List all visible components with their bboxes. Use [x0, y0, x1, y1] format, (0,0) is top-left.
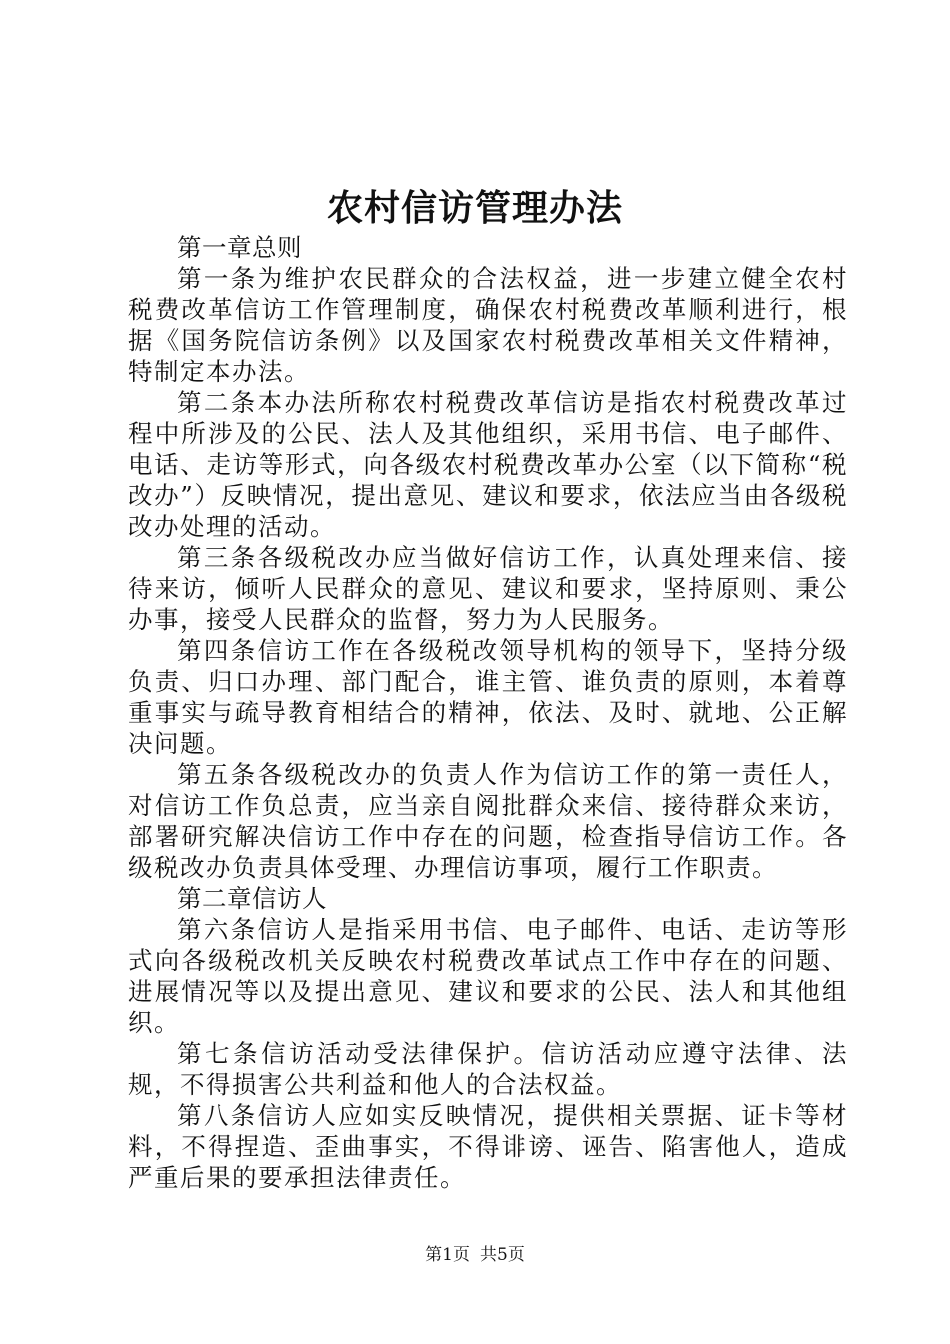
page-total: 共5页: [480, 1245, 525, 1265]
page-number: 第1页: [425, 1245, 470, 1265]
article-paragraph: 第六条信访人是指采用书信、电子邮件、电话、走访等形式向各级税改机关反映农村税费改革试点工作中存在的问题、进展情况等以及提出意见、建议和要求的公民、法人和其他组织。: [128, 915, 848, 1037]
article-paragraph: 第三条各级税改办应当做好信访工作，认真处理来信、接待来访，倾听人民群众的意见、建议和要求，坚持原则、秉公办事，接受人民群众的监督，努力为人民服务。: [128, 543, 848, 634]
chapter-heading: 第二章信访人: [177, 884, 327, 913]
article-paragraph: 第八条信访人应如实反映情况，提供相关票据、证卡等材料，不得捏造、歪曲事实，不得诽谤、诬告、陷害他人，造成严重后果的要承担法律责任。: [128, 1101, 848, 1192]
chapter-heading: 第一章总则: [177, 233, 302, 262]
article-paragraph: 第四条信访工作在各级税改领导机构的领导下，坚持分级负责、归口办理、部门配合，谁主管、谁负责的原则，本着尊重事实与疏导教育相结合的精神，依法、及时、就地、公正解决问题。: [128, 636, 848, 758]
page-footer: [0, 1243, 950, 1267]
document-body: [128, 232, 848, 1193]
document-title: 农村信访管理办法: [326, 187, 623, 229]
article-paragraph: 第五条各级税改办的负责人作为信访工作的第一责任人，对信访工作负总责，应当亲自阅批群众来信、接待群众来访，部署研究解决信访工作中存在的问题，检查指导信访工作。各级税改办负责具体受理、办理信访事项，履行工作职责。: [128, 760, 848, 882]
article-paragraph: 第二条本办法所称农村税费改革信访是指农村税费改革过程中所涉及的公民、法人及其他组织，采用书信、电子邮件、电话、走访等形式，向各级农村税费改革办公室（以下简称“税改办”）反映情况，提出意见、建议和要求，依法应当由各级税改办处理的活动。: [128, 388, 848, 541]
article-paragraph: 第七条信访活动受法律保护。信访活动应遵守法律、法规，不得损害公共利益和他人的合法权益。: [128, 1039, 848, 1099]
article-paragraph: 第一条为维护农民群众的合法权益，进一步建立健全农村税费改革信访工作管理制度，确保农村税费改革顺利进行，根据《国务院信访条例》以及国家农村税费改革相关文件精神，特制定本办法。: [128, 264, 848, 386]
